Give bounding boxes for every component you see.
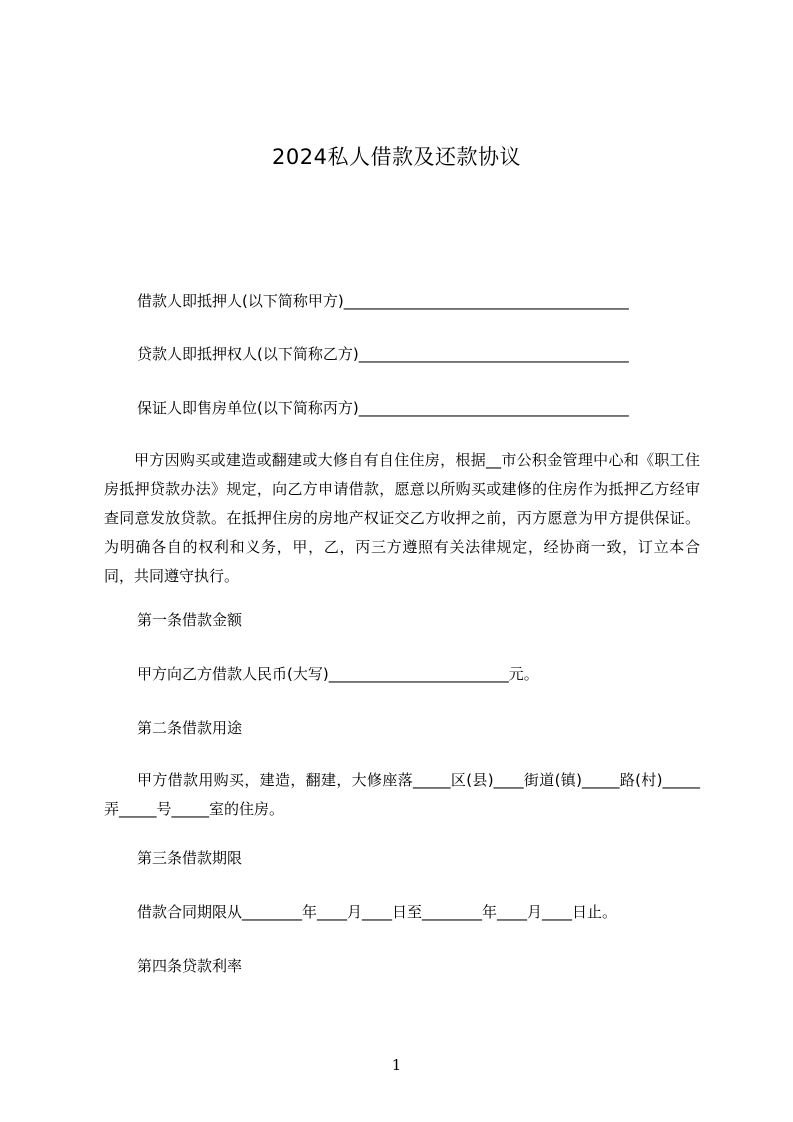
article-1-heading: 第一条借款金额 — [137, 611, 243, 629]
article-2-text: 甲方借款用购买，建造，翻建，大修座落_____区(县)____街道(镇)_____路(村)_____弄_____号_____室的住房。 — [104, 771, 700, 818]
article-2-heading: 第二条借款用途 — [137, 719, 243, 737]
article-4-heading: 第四条贷款利率 — [137, 957, 243, 975]
article-1-text: 甲方向乙方借款人民币(大写)________________________元。 — [137, 665, 539, 683]
article-3-text: 借款合同期限从________年____月____日至________年____月____日止。 — [137, 903, 618, 921]
article-3-heading: 第三条借款期限 — [137, 849, 243, 867]
page-number: 1 — [391, 1056, 402, 1074]
guarantor-line: 保证人即售房单位(以下简称丙方)____________________________________ — [137, 399, 629, 417]
intro-paragraph: 甲方因购买或建造或翻建或大修自有自住住房，根据__市公积金管理中心和《职工住房抵押贷款办法》规定，向乙方申请借款，愿意以所购买或建修的住房作为抵押乙方经审查同意发放贷款。在抵押住房的房地产权证交乙方收押之前，丙方愿意为甲方提供保证。为明确各自的权利和义务，甲，乙，丙三方遵照有关法律规定，经协商一致，订立本合同，共同遵守执行。 — [104, 451, 700, 585]
lender-line: 贷款人即抵押权人(以下简称乙方)____________________________________ — [137, 345, 629, 363]
borrower-line: 借款人即抵押人(以下简称甲方)______________________________________ — [137, 292, 629, 310]
document-title: 2024私人借款及还款协议 — [272, 145, 521, 169]
